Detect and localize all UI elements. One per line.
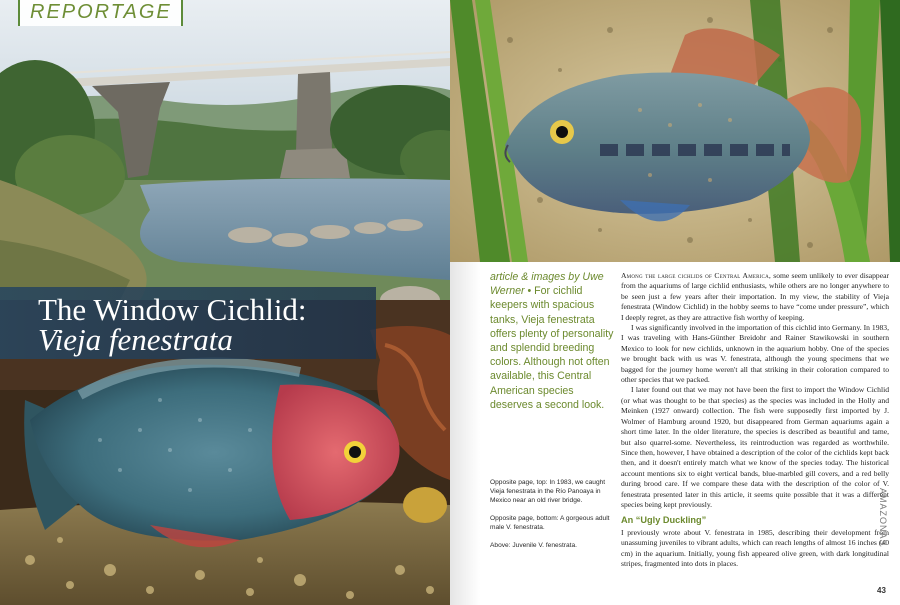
intro-deck <box>490 270 615 412</box>
photo-captions <box>490 478 615 559</box>
byline-bullet: • <box>527 285 532 298</box>
page-number: 43 <box>877 586 886 595</box>
caption-above: Above: Juvenile V. fenestrata. <box>490 542 577 549</box>
caption-bottom: Opposite page, bottom: A gorgeous adult male V. fenestrata. <box>490 515 610 531</box>
article-title-line1: The Window Cichlid: <box>38 292 307 327</box>
gutter-shadow <box>450 262 480 605</box>
section-tab-label: REPORTAGE <box>30 1 172 23</box>
body-paragraph-2: I was significantly involved in the importation of this cichlid into Germany. In 1983, I was traveling with Hans-Günther Breidohr and Rainer Stawikowski in southern Mexico to look for new cichlids, unknown in the aquarium hobby. One of the species we brought back with us was V. fenestrata, although the young specimens that we bagged for the journey home weren't all that striking in their coloration compared to other species that we packed. <box>621 323 889 385</box>
subheading: An “Ugly Duckling” <box>621 515 707 526</box>
photo-illustration-juvenile <box>450 0 900 262</box>
caption-top: Opposite page, top: In 1983, we caught Vieja fenestrata in the Río Panoaya in Mexico near an old river bridge. <box>490 479 606 504</box>
body-paragraph-1 <box>621 271 889 323</box>
magazine-logo <box>876 488 890 564</box>
body-paragraph-3: I later found out that we may not have been the first to import the Window Cichlid (or what was thought to be that species) as the species was included in the Holly and Meinken (1927 onward) collection. The fish were supposedly first imported by J. Wolmer of Hamburg around 1920, but disappeared from German aquariums again a short time later. In the older literature, the species is described as beautiful and tame, but also quarrel-some. Nevertheless, its reintroduction was regarded as worthwhile. Since then, however, I have obtained a description of the color of the cichlids kept back then, and it doesn't entirely match what we know of the species today. The historical account mentions six to eight vertical bands, blue-marbled gill covers, and a red belly during brood care. If we compare these data with the description of the color of V. fenestrata presented later in this article, it seems quite possible that it was a different species being kept previously. <box>621 385 889 509</box>
byline: article & images by Uwe Werner <box>490 271 604 298</box>
body-paragraph-4: I previously wrote about V. fenestrata in 1985, describing their development from unassuming juveniles to vibrant adults, which can reach lengths of almost 16 inches (40 cm) in the aquarium. Initially, young fish appeared olive green, with dark longitudinal stripes, fragmented into dots in places. <box>621 527 889 568</box>
magazine-logo-text: AMAZONAS <box>878 488 888 547</box>
article-title-line2: Vieja fenestrata <box>38 322 233 357</box>
photo-juvenile-fish <box>450 0 900 262</box>
body-paragraph-1-text: some seem unlikely to ever disappear from the aquariums of large cichlid enthusiasts, while others are no longer anywhere to be seen just a few years after their importation. In my view, the stability of Vieja fenestrata (Window Cichlid) in the hobby seems to have “come under pressure”, which I deeply regret, as they are attractive fish worthy of keeping. <box>621 271 889 322</box>
lead-in: Among the large cichlids of Central America, <box>621 271 771 280</box>
section-tab <box>18 0 183 26</box>
article-body <box>621 271 889 569</box>
intro-text: For cichlid keepers with spacious tanks, Vieja fenestrata offers plenty of personality and splendid breeding colors. Although not often available, this Central American species deserves a second look. <box>490 285 614 411</box>
